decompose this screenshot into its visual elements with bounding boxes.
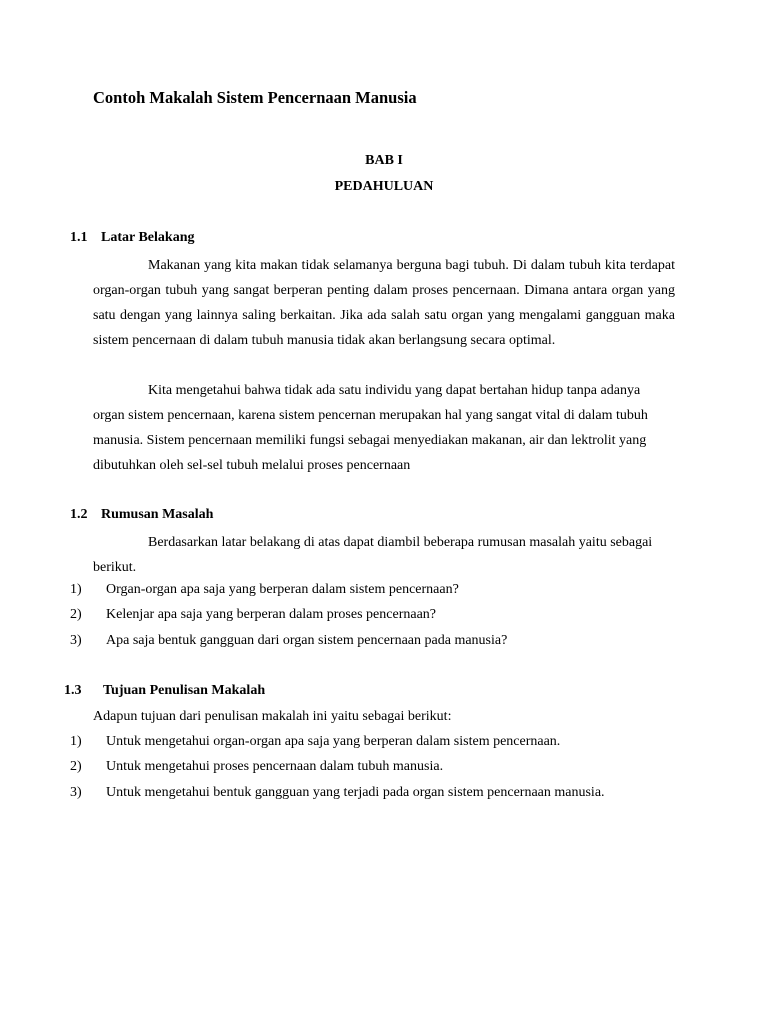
list-text: Organ-organ apa saja yang berperan dalam sistem pencernaan? [106,582,459,597]
section-number: 1.2 [70,507,88,522]
list-number: 3) [70,785,82,800]
paragraph-tujuan-intro: Adapun tujuan dari penulisan makalah ini yaitu sebagai berikut: [93,709,452,724]
list-number: 2) [70,607,82,622]
section-heading-1-3 [64,683,265,699]
list-number: 1) [70,582,82,597]
section-number: 1.3 [64,683,82,698]
section-number: 1.1 [70,230,88,245]
list-number: 3) [70,633,82,648]
list-text: Untuk mengetahui bentuk gangguan yang terjadi pada organ sistem pencernaan manusia. [106,785,605,800]
list-number: 2) [70,759,82,774]
list-text: Untuk mengetahui proses pencernaan dalam tubuh manusia. [106,759,444,774]
section-title: Latar Belakang [101,230,195,245]
document-title: Contoh Makalah Sistem Pencernaan Manusia [93,88,417,107]
list-text: Untuk mengetahui organ-organ apa saja yang berperan dalam sistem pencernaan. [106,734,561,749]
chapter-number: BAB I [365,153,403,168]
section-title: Rumusan Masalah [101,507,214,522]
section-heading-1-2 [70,507,213,523]
list-text: Kelenjar apa saja yang berperan dalam proses pencernaan? [106,607,436,622]
section-title: Tujuan Penulisan Makalah [103,683,266,698]
chapter-title: PEDAHULUAN [334,179,434,194]
section-heading-1-1 [70,230,194,246]
paragraph-latar-belakang-1: Makanan yang kita makan tidak selamanya berguna bagi tubuh. Di dalam tubuh kita terdapat organ-organ tubuh yang sangat berperan penting dalam proses pencernaan. Dimana antara organ yang satu dengan yang lainnya saling berkaitan. Jika ada salah satu organ yang mengalami gangguan maka sistem pencernaan di dalam tubuh manusia tidak akan berlangsung secara optimal. [93,258,675,348]
list-text: Apa saja bentuk gangguan dari organ sistem pencernaan pada manusia? [106,633,508,648]
paragraph-rumusan-intro: Berdasarkan latar belakang di atas dapat diambil beberapa rumusan masalah yaitu sebagai berikut. [93,535,653,575]
list-number: 1) [70,734,82,749]
paragraph-latar-belakang-2: Kita mengetahui bahwa tidak ada satu individu yang dapat bertahan hidup tanpa adanya organ sistem pencernaan, karena sistem pencernan merupakan hal yang sangat vital di dalam tubuh manusia. Sistem pencernaan memiliki fungsi sebagai menyediakan makanan, air dan lektrolit yang dibutuhkan oleh sel-sel tubuh melalui proses pencernaan [93,383,648,473]
